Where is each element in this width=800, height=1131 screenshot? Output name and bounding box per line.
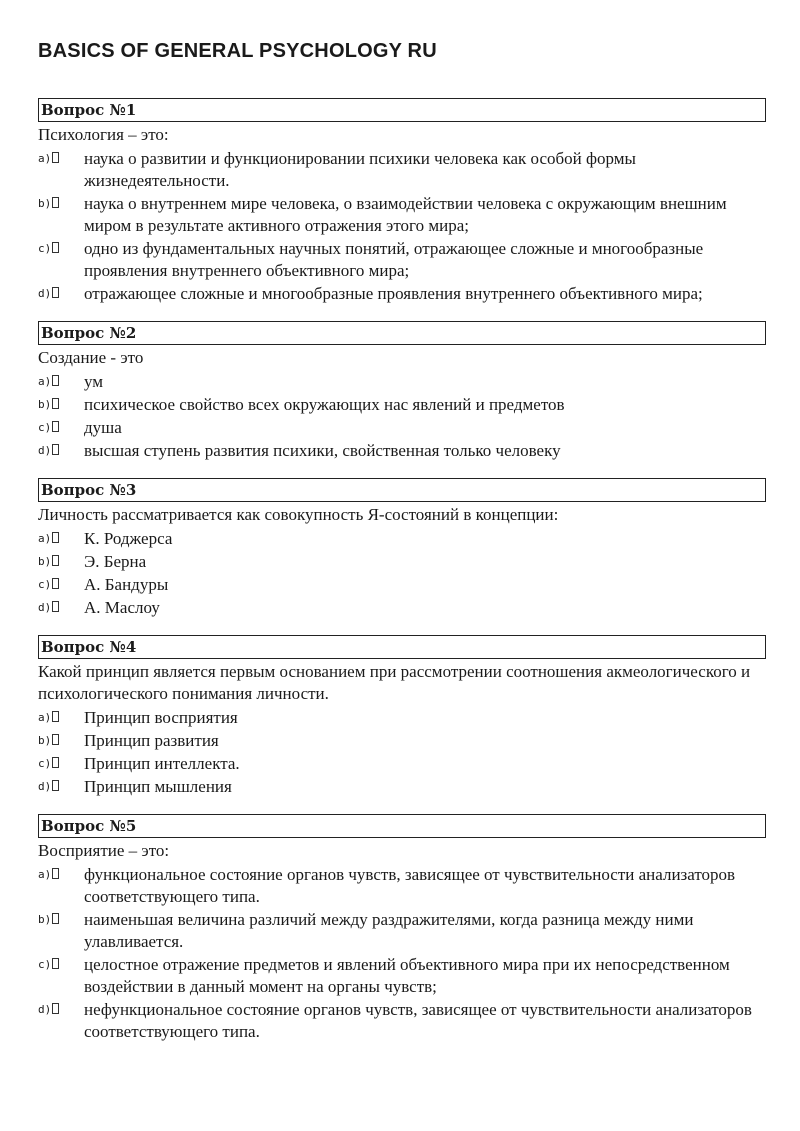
question-block bbox=[38, 478, 766, 619]
option-marker bbox=[38, 440, 84, 462]
option-text: высшая ступень развития психики, свойственная только человеку bbox=[84, 441, 561, 460]
answer-option[interactable] bbox=[38, 440, 766, 462]
option-marker bbox=[38, 394, 84, 416]
checkbox-icon[interactable] bbox=[52, 578, 59, 589]
option-marker bbox=[38, 238, 84, 260]
option-letter: b) bbox=[38, 555, 52, 568]
question-text: Личность рассматривается как совокупность Я-состояний в концепции: bbox=[38, 505, 559, 524]
option-marker bbox=[38, 371, 84, 393]
option-marker bbox=[38, 528, 84, 550]
option-text: наука о внутреннем мире человека, о взаимодействии человека с окружающим внешним миром в результате активного отражения этого мира; bbox=[84, 194, 727, 235]
option-marker bbox=[38, 283, 84, 305]
answer-option[interactable] bbox=[38, 371, 766, 393]
option-text: психическое свойство всех окружающих нас явлений и предметов bbox=[84, 395, 565, 414]
answer-option[interactable] bbox=[38, 909, 766, 953]
document-title: BASICS OF GENERAL PSYCHOLOGY RU bbox=[38, 40, 437, 62]
checkbox-icon[interactable] bbox=[52, 398, 59, 409]
option-letter: a) bbox=[38, 375, 52, 388]
answer-option[interactable] bbox=[38, 753, 766, 775]
answer-option[interactable] bbox=[38, 999, 766, 1043]
option-marker bbox=[38, 864, 84, 886]
checkbox-icon[interactable] bbox=[52, 601, 59, 612]
answer-option[interactable] bbox=[38, 193, 766, 237]
option-marker bbox=[38, 707, 84, 729]
option-letter: d) bbox=[38, 601, 52, 614]
checkbox-icon[interactable] bbox=[52, 734, 59, 745]
option-marker bbox=[38, 999, 84, 1021]
checkbox-icon[interactable] bbox=[52, 152, 59, 163]
question-text: Какой принцип является первым основанием при рассмотрении соотношения акмеологического и психологического понимания личности. bbox=[38, 662, 751, 703]
question-block bbox=[38, 635, 766, 798]
question-text: Психология – это: bbox=[38, 125, 169, 144]
option-letter: c) bbox=[38, 757, 52, 770]
answer-option[interactable] bbox=[38, 574, 766, 596]
question-header: Вопрос №5 bbox=[38, 814, 766, 838]
answer-option[interactable] bbox=[38, 707, 766, 729]
answer-option[interactable] bbox=[38, 864, 766, 908]
checkbox-icon[interactable] bbox=[52, 868, 59, 879]
option-marker bbox=[38, 909, 84, 931]
answer-option[interactable] bbox=[38, 551, 766, 573]
checkbox-icon[interactable] bbox=[52, 444, 59, 455]
option-text: наименьшая величина различий между раздражителями, когда разница между ними улавливается. bbox=[84, 910, 694, 951]
checkbox-icon[interactable] bbox=[52, 375, 59, 386]
checkbox-icon[interactable] bbox=[52, 532, 59, 543]
question-header: Вопрос №1 bbox=[38, 98, 766, 122]
checkbox-icon[interactable] bbox=[52, 555, 59, 566]
option-marker bbox=[38, 574, 84, 596]
option-text: Принцип развития bbox=[84, 731, 219, 750]
question-text: Восприятие – это: bbox=[38, 841, 170, 860]
option-letter: c) bbox=[38, 421, 52, 434]
option-text: нефункциональное состояние органов чувств, зависящее от чувствительности анализаторов соответствующего типа. bbox=[84, 1000, 752, 1041]
option-letter: a) bbox=[38, 868, 52, 881]
option-text: отражающее сложные и многообразные проявления внутреннего объективного мира; bbox=[84, 284, 703, 303]
option-letter: b) bbox=[38, 197, 52, 210]
answer-option[interactable] bbox=[38, 730, 766, 752]
document-page bbox=[38, 38, 766, 1059]
option-marker bbox=[38, 776, 84, 798]
option-marker bbox=[38, 551, 84, 573]
option-letter: b) bbox=[38, 398, 52, 411]
option-letter: d) bbox=[38, 1003, 52, 1016]
question-block bbox=[38, 98, 766, 305]
answer-option[interactable] bbox=[38, 528, 766, 550]
option-letter: d) bbox=[38, 780, 52, 793]
option-letter: d) bbox=[38, 287, 52, 300]
question-header: Вопрос №2 bbox=[38, 321, 766, 345]
option-marker bbox=[38, 148, 84, 170]
option-letter: d) bbox=[38, 444, 52, 457]
option-text: целостное отражение предметов и явлений объективного мира при их непосредственном воздействии в данный момент на органы чувств; bbox=[84, 955, 730, 996]
checkbox-icon[interactable] bbox=[52, 711, 59, 722]
option-text: Принцип интеллекта. bbox=[84, 754, 240, 773]
answer-option[interactable] bbox=[38, 417, 766, 439]
option-text: А. Маслоу bbox=[84, 598, 160, 617]
option-marker bbox=[38, 753, 84, 775]
question-text: Создание - это bbox=[38, 348, 144, 367]
option-text: Э. Берна bbox=[84, 552, 147, 571]
option-letter: c) bbox=[38, 958, 52, 971]
answer-option[interactable] bbox=[38, 597, 766, 619]
answer-option[interactable] bbox=[38, 776, 766, 798]
option-marker bbox=[38, 597, 84, 619]
answer-option[interactable] bbox=[38, 394, 766, 416]
answer-option[interactable] bbox=[38, 238, 766, 282]
question-block bbox=[38, 814, 766, 1043]
answer-option[interactable] bbox=[38, 283, 766, 305]
option-letter: a) bbox=[38, 152, 52, 165]
option-letter: a) bbox=[38, 532, 52, 545]
option-text: душа bbox=[84, 418, 122, 437]
option-text: функциональное состояние органов чувств, зависящее от чувствительности анализаторов соответствующего типа. bbox=[84, 865, 736, 906]
option-text: одно из фундаментальных научных понятий, отражающее сложные и многообразные проявления внутреннего объективного мира; bbox=[84, 239, 704, 280]
checkbox-icon[interactable] bbox=[52, 757, 59, 768]
option-letter: b) bbox=[38, 913, 52, 926]
answer-option[interactable] bbox=[38, 954, 766, 998]
option-text: А. Бандуры bbox=[84, 575, 169, 594]
question-block bbox=[38, 321, 766, 462]
option-marker bbox=[38, 417, 84, 439]
option-marker bbox=[38, 954, 84, 976]
checkbox-icon[interactable] bbox=[52, 1003, 59, 1014]
option-marker bbox=[38, 730, 84, 752]
question-header: Вопрос №3 bbox=[38, 478, 766, 502]
option-text: К. Роджерса bbox=[84, 529, 173, 548]
checkbox-icon[interactable] bbox=[52, 242, 59, 253]
question-header: Вопрос №4 bbox=[38, 635, 766, 659]
checkbox-icon[interactable] bbox=[52, 287, 59, 298]
option-letter: c) bbox=[38, 242, 52, 255]
option-text: ум bbox=[84, 372, 104, 391]
option-letter: a) bbox=[38, 711, 52, 724]
checkbox-icon[interactable] bbox=[52, 197, 59, 208]
checkbox-icon[interactable] bbox=[52, 913, 59, 924]
checkbox-icon[interactable] bbox=[52, 780, 59, 791]
option-marker bbox=[38, 193, 84, 215]
checkbox-icon[interactable] bbox=[52, 958, 59, 969]
option-letter: b) bbox=[38, 734, 52, 747]
answer-option[interactable] bbox=[38, 148, 766, 192]
option-text: наука о развитии и функционировании психики человека как особой формы жизнедеятельности. bbox=[84, 149, 636, 190]
option-letter: c) bbox=[38, 578, 52, 591]
checkbox-icon[interactable] bbox=[52, 421, 59, 432]
option-text: Принцип мышления bbox=[84, 777, 232, 796]
option-text: Принцип восприятия bbox=[84, 708, 238, 727]
